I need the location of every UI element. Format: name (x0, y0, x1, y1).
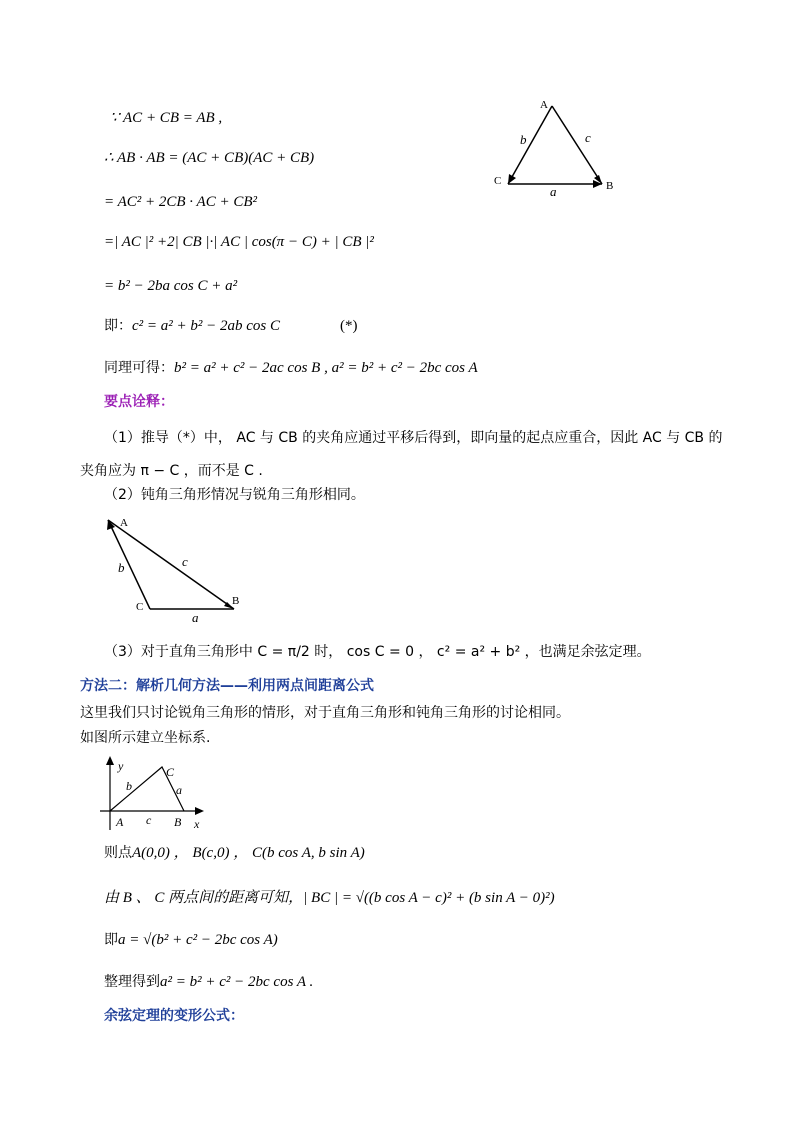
coordinate-figure (96, 752, 216, 832)
triangle2-label-side-b: b (118, 560, 125, 575)
result-line (104, 972, 313, 992)
triangle1-label-side-a: a (550, 184, 557, 199)
triangle2-side-ab (108, 520, 234, 609)
method2-paragraph-2: 如图所示建立坐标系. (80, 730, 211, 746)
points-text: A(0,0) ， B(c,0) ， C(b cos A, b sin A) (132, 845, 365, 861)
triangle1-side-ac (508, 106, 552, 184)
triangle1-label-a-vertex: A (540, 99, 548, 111)
method2-heading: 方法二：解析几何方法——利用两点间距离公式 (80, 678, 374, 694)
y-axis-label: y (118, 759, 124, 773)
note-3: （3）对于直角三角形中 C = π/2 时， cos C = 0 ， c² = a² + b² ，也满足余弦定理。 (104, 644, 651, 660)
derivation-line-1: ∵ AC + CB = AB , (110, 110, 223, 126)
note-2: （2）钝角三角形情况与锐角三角形相同。 (104, 487, 365, 503)
coord-label-side-c: c (146, 813, 152, 827)
note-1-line-1: （1）推导（*）中， AC 与 CB 的夹角应通过平移后得到，即向量的起点应重合，因此 AC 与 CB 的 (104, 430, 723, 446)
triangle1-label-b-vertex: B (606, 180, 614, 192)
triangle1-label-c-vertex: C (494, 175, 502, 187)
y-axis-arrow (106, 756, 114, 765)
distance-line: 由 B 、 C 两点间的距离可知，| BC | = √((b cos A − c)² + (b sin A − 0)²) (104, 890, 555, 906)
triangle2-label-a-vertex: A (120, 517, 128, 529)
triangle1-label-side-b: b (520, 132, 527, 147)
method2-paragraph-1: 这里我们只讨论锐角三角形的情形，对于直角三角形和钝角三角形的讨论相同。 (80, 705, 570, 721)
derivation-line-6-prefix: 即： (104, 318, 132, 334)
derivation-line-2: ∴ AB · AB = (AC + CB)(AC + CB) (104, 150, 315, 166)
derivation-line-6 (104, 316, 358, 336)
x-axis-label: x (194, 817, 200, 831)
coord-label-b-vertex: B (174, 815, 182, 829)
note-1-line-2: 夹角应为 π − C ，而不是 C . (80, 463, 263, 479)
derivation-line-6-tag: (*) (340, 318, 358, 334)
derivation-line-7-formula: b² = a² + c² − 2ac cos B , a² = b² + c² − 2bc cos A (174, 360, 478, 376)
result-text: a² = b² + c² − 2bc cos A . (160, 974, 314, 990)
points-line (104, 843, 365, 863)
points-prefix: 则点 (104, 845, 132, 861)
triangle1-label-side-c: c (585, 130, 591, 145)
triangle1-side-ab (552, 106, 602, 184)
triangle2-label-side-c: c (182, 554, 188, 569)
a-formula-line (104, 930, 278, 950)
derivation-line-6-formula: c² = a² + b² − 2ab cos C (132, 318, 281, 334)
coord-label-a-vertex: A (116, 815, 124, 829)
a-formula-text: a = √(b² + c² − 2bc cos A) (118, 932, 278, 948)
derivation-line-3: = AC² + 2CB · AC + CB² (104, 194, 257, 210)
coord-label-side-a: a (176, 783, 182, 797)
acute-triangle-figure (490, 98, 620, 198)
derivation-line-7-prefix: 同理可得： (104, 360, 174, 376)
x-axis-arrow (195, 807, 204, 815)
a-formula-prefix: 即 (104, 932, 118, 948)
derivation-line-5: = b² − 2ba cos C + a² (104, 278, 238, 294)
result-prefix: 整理得到 (104, 974, 160, 990)
triangle2-side-ac (108, 520, 150, 609)
coord-label-c-vertex: C (166, 765, 175, 779)
triangle2-label-c-vertex: C (136, 601, 144, 613)
notes-heading: 要点诠释： (104, 394, 174, 410)
derivation-line-7 (104, 358, 478, 378)
obtuse-triangle-figure (96, 514, 246, 624)
final-heading: 余弦定理的变形公式： (104, 1008, 244, 1024)
coord-label-side-b: b (126, 779, 132, 793)
derivation-line-4: =| AC |² +2| CB |·| AC | cos(π − C) + | CB |² (104, 234, 374, 250)
triangle2-label-b-vertex: B (232, 595, 240, 607)
triangle2-label-side-a: a (192, 610, 199, 625)
